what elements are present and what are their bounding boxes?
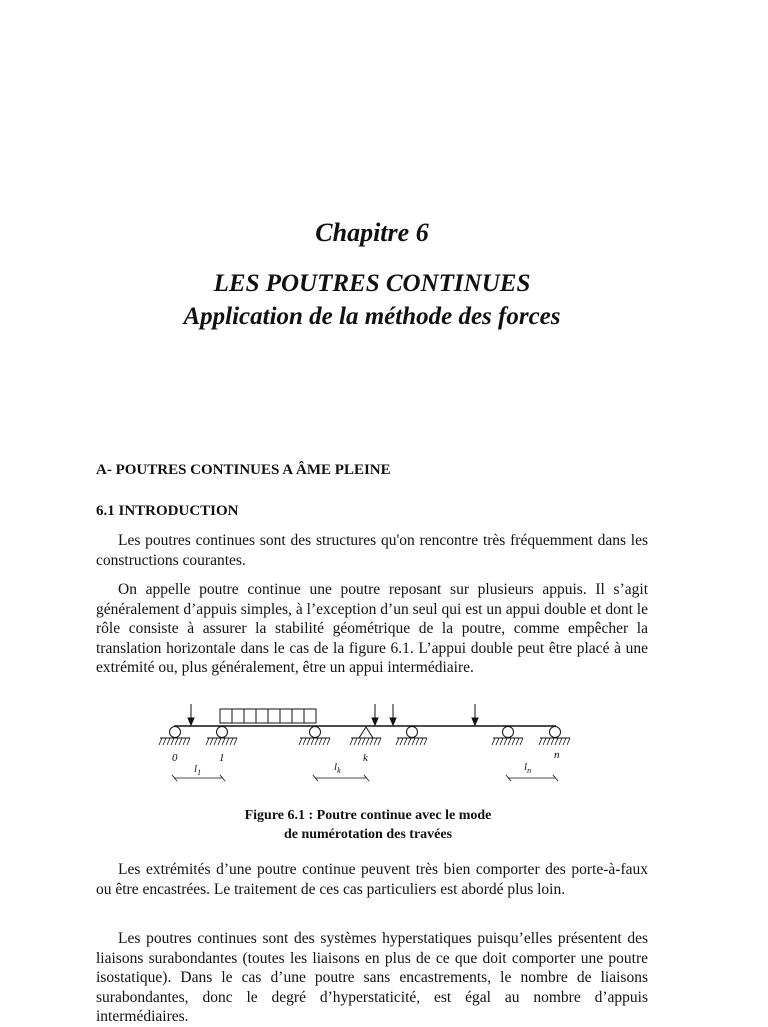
roller-support-1: [206, 727, 237, 746]
distributed-load: [220, 709, 316, 723]
span-label-lk: $l_k$: [334, 761, 341, 775]
support-label-1: 1: [219, 752, 225, 764]
pinned-support-k: [350, 727, 381, 745]
chapter-subtitle: Application de la méthode des forces: [183, 303, 561, 330]
figure-caption-line-1: Figure 6.1 : Poutre continue avec le mode: [244, 808, 492, 823]
dimension-lines: [172, 775, 558, 781]
paragraph-4: Les poutres continues sont des systèmes hyperstatiques puisqu’elles présentent des liaisons surabondantes (toutes les liaisons en plus de ce que doit comporter une poutre isostatique). Dans le cas d’une poutre sans encastrements, le nombre de liaisons surabondantes, donc le degré d’hyperstaticité, est égal au nombre d’appuis intermédiaires.: [96, 930, 648, 1026]
continuous-beam-figure: [150, 700, 580, 792]
section-heading: A- POUTRES CONTINUES A ÂME PLEINE: [96, 462, 391, 478]
paragraph-3: Les extrémités d’une poutre continue peuvent très bien comporter des porte-à-faux ou être encastrées. Le traitement de ces cas particuliers est abordé plus loin.: [96, 861, 648, 898]
roller-support-4: [396, 727, 427, 746]
paragraph-2: On appelle poutre continue une poutre reposant sur plusieurs appuis. Il s’agit généralement d’appuis simples, à l’exception d’un seul qui est un appui double et dont le rôle consiste à assurer la stabilité géométrique de la poutre, comme empêcher la translation horizontale dans le cas de la figure 6.1. L’appui double peut être placé à une extrémité ou, plus généralement, être un appui intermédiaire.: [96, 581, 648, 677]
roller-support-5: [492, 727, 523, 746]
span-label-ln: $l_n$: [524, 761, 532, 775]
roller-support-2: [299, 727, 330, 746]
span-label-l1: $l_1$: [194, 763, 202, 777]
chapter-number: Chapitre 6: [315, 218, 429, 247]
support-label-k: k: [363, 752, 368, 764]
subsection-heading: 6.1 INTRODUCTION: [96, 503, 239, 519]
roller-support-0: [159, 727, 190, 746]
roller-support-n: [539, 727, 570, 746]
support-label-0: 0: [172, 752, 178, 764]
paragraph-1: Les poutres continues sont des structures qu'on rencontre très fréquemment dans les constructions courantes.: [96, 532, 648, 569]
chapter-title: LES POUTRES CONTINUES: [213, 270, 531, 297]
support-label-n: n: [554, 749, 560, 761]
figure-caption-line-2: de numérotation des travées: [283, 827, 453, 842]
